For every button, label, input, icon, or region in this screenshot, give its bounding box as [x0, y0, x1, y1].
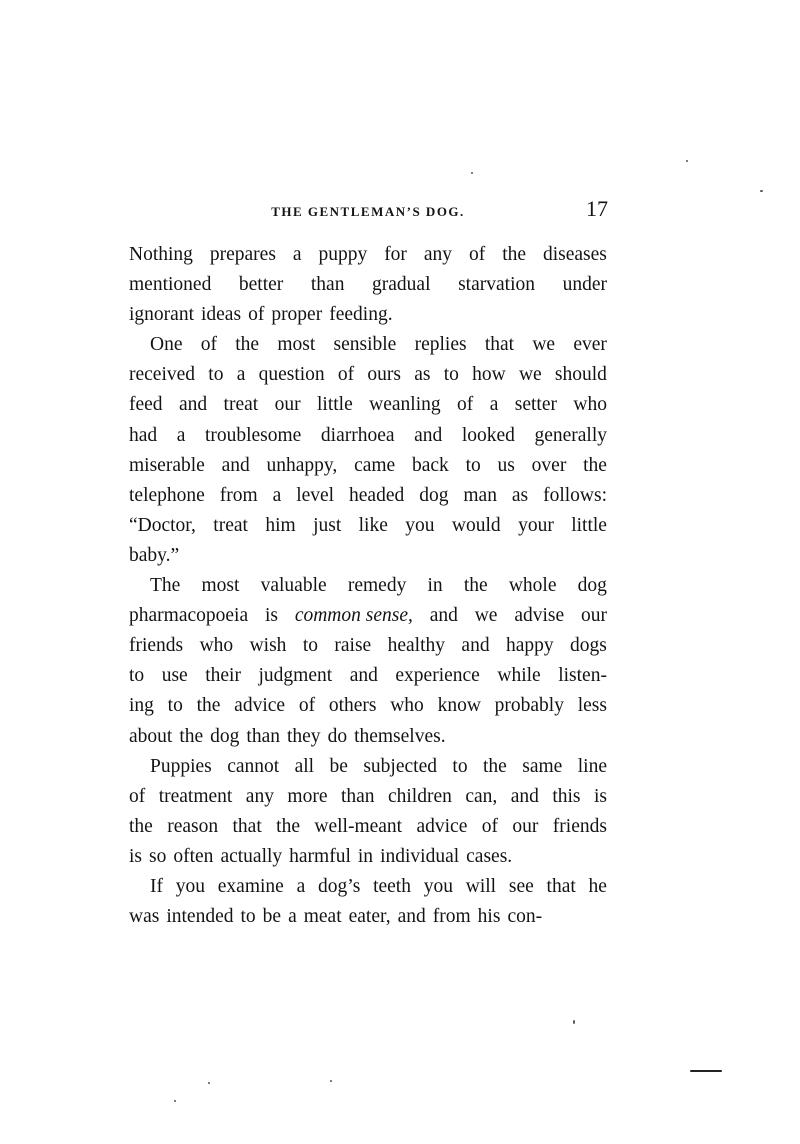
word: friends: [552, 815, 607, 837]
word: a: [236, 364, 246, 386]
text-line: [129, 481, 607, 511]
word: treat: [223, 394, 259, 416]
word: little: [316, 394, 353, 416]
word: the: [583, 454, 607, 476]
word: a: [296, 875, 306, 897]
word: of: [457, 394, 474, 416]
word: be: [329, 755, 348, 777]
word: weanling: [369, 394, 441, 416]
word: raise: [334, 635, 372, 657]
word: than: [310, 274, 345, 296]
word: he: [588, 875, 607, 897]
word: do: [327, 725, 348, 747]
word: should: [554, 364, 607, 386]
word: would: [451, 514, 501, 536]
text-line: [129, 240, 607, 270]
running-title: THE GENTLEMAN’S DOG.: [271, 204, 465, 219]
word: ideas: [200, 304, 242, 326]
word: listen-: [558, 665, 607, 687]
word: line: [577, 755, 607, 777]
word: a: [176, 424, 186, 446]
word: and: [349, 665, 378, 687]
text-line: [129, 902, 607, 932]
word: friends: [129, 635, 184, 657]
word: to: [240, 906, 256, 928]
text-line: [129, 842, 607, 872]
word: healthy: [387, 635, 446, 657]
word: is: [264, 605, 278, 627]
word: mentioned: [129, 274, 212, 296]
word: who: [199, 635, 234, 657]
word: feed: [129, 394, 163, 416]
word: back: [412, 454, 449, 476]
word: and: [461, 635, 490, 657]
scan-speck: [330, 1080, 332, 1082]
word: for: [384, 244, 407, 265]
word: came: [354, 454, 396, 476]
word: to: [443, 364, 459, 386]
text-line: [129, 300, 607, 330]
word: probably: [494, 695, 564, 717]
word: their: [205, 665, 241, 687]
word: cannot: [227, 755, 280, 777]
word: The: [150, 575, 181, 597]
word: One: [150, 334, 183, 356]
text-line: [129, 661, 607, 691]
word: as: [511, 484, 529, 506]
text-line: [129, 270, 607, 300]
text-line: [129, 541, 607, 571]
word: looked: [461, 424, 515, 446]
word: in: [357, 845, 374, 867]
paragraph: [129, 240, 607, 330]
word: see: [508, 875, 534, 897]
word: any: [245, 785, 274, 807]
word: how: [472, 364, 506, 386]
word: this: [552, 785, 581, 807]
scan-speck: [174, 1100, 176, 1102]
text-line: [129, 752, 607, 782]
word: remedy: [347, 575, 407, 597]
word: and: [414, 424, 443, 446]
word: who: [390, 695, 424, 717]
word: man: [463, 484, 497, 506]
word: diseases: [542, 244, 607, 265]
word: the: [235, 334, 260, 356]
word: valuable: [260, 575, 327, 597]
text-line: [129, 360, 607, 390]
text-line: [129, 571, 607, 601]
word: is: [593, 785, 607, 807]
word: and: [429, 605, 458, 627]
word: whole: [508, 575, 557, 597]
word: had: [129, 424, 158, 446]
word: telephone: [129, 484, 205, 506]
word: and: [178, 394, 208, 416]
paragraph: [129, 752, 607, 872]
word: your: [518, 514, 554, 536]
word: teeth: [373, 875, 411, 897]
word: to: [465, 454, 481, 476]
word: all: [294, 755, 315, 777]
word: him: [265, 514, 296, 536]
word: while: [497, 665, 541, 687]
word: the: [463, 575, 488, 597]
word: often: [173, 845, 214, 867]
word: a: [292, 244, 302, 265]
word: of: [481, 815, 499, 837]
paragraph: [129, 872, 607, 932]
word: others: [328, 695, 377, 717]
word: and: [510, 785, 539, 807]
word: troublesome: [204, 424, 302, 446]
word: advise: [514, 605, 565, 627]
word: ignorant: [129, 304, 194, 326]
word: treatment: [158, 785, 233, 807]
word: cases.: [466, 845, 513, 867]
text-line: [129, 511, 607, 541]
word: they: [286, 725, 321, 747]
word: follows:: [543, 484, 607, 506]
word: dog: [577, 575, 607, 597]
word: you: [423, 875, 453, 897]
word: feeding.: [329, 304, 393, 326]
word: over: [531, 454, 567, 476]
word: in: [427, 575, 443, 597]
word: eater,: [348, 906, 391, 928]
word: themselves.: [354, 725, 446, 747]
word: can,: [465, 785, 498, 807]
word: treat: [213, 514, 248, 536]
word: “Doctor,: [129, 514, 196, 536]
word: better: [238, 274, 284, 296]
text-line: [129, 330, 607, 360]
word: use: [161, 665, 188, 687]
word: dog’s: [318, 875, 361, 897]
word: so: [149, 845, 167, 867]
word: a: [288, 906, 297, 928]
text-line: [129, 451, 607, 481]
word: children: [387, 785, 452, 807]
word: starvation: [458, 274, 535, 296]
word: the: [129, 815, 153, 837]
word: under: [562, 274, 607, 296]
word: we: [518, 364, 542, 386]
word: that: [484, 334, 515, 356]
scan-speck: [760, 190, 763, 192]
word: common sense,: [294, 605, 413, 627]
word: harmful: [289, 845, 351, 867]
word: examine: [217, 875, 284, 897]
word: is: [129, 845, 143, 867]
word: judgment: [258, 665, 333, 687]
word: Puppies: [150, 755, 212, 777]
word: miserable: [129, 454, 205, 476]
scan-speck: [208, 1082, 210, 1084]
word: dogs: [570, 635, 607, 657]
word: than: [340, 785, 375, 807]
word: ours: [367, 364, 401, 386]
word: of: [298, 695, 316, 717]
word: who: [573, 394, 607, 416]
text-line: [129, 421, 607, 451]
word: from: [219, 484, 258, 506]
running-head: [128, 196, 608, 226]
word: us: [497, 454, 515, 476]
word: less: [577, 695, 607, 717]
word: prepares: [209, 244, 276, 265]
word: subjected: [363, 755, 437, 777]
word: dog: [210, 725, 240, 747]
word: than: [246, 725, 280, 747]
word: pharmacopoeia: [129, 605, 249, 627]
word: well-meant: [314, 815, 403, 837]
word: gradual: [372, 274, 431, 296]
text-line: [129, 631, 607, 661]
word: meat: [303, 906, 342, 928]
word: reason: [167, 815, 219, 837]
word: as: [414, 364, 431, 386]
word: a: [489, 394, 499, 416]
word: like: [358, 514, 388, 536]
word: sensible: [333, 334, 397, 356]
word: to: [452, 755, 468, 777]
word: ing: [129, 695, 154, 717]
word: our: [580, 605, 607, 627]
word: generally: [534, 424, 607, 446]
word: Nothing: [129, 244, 193, 265]
word: ever: [573, 334, 607, 356]
word: to: [208, 364, 224, 386]
word: received: [129, 364, 196, 386]
word: know: [437, 695, 481, 717]
body-text: [129, 240, 607, 932]
word: the: [502, 244, 527, 265]
word: same: [522, 755, 563, 777]
word: and: [397, 906, 426, 928]
word: we: [474, 605, 498, 627]
word: If: [150, 875, 163, 897]
word: to: [167, 695, 183, 717]
word: the: [483, 755, 507, 777]
word: a: [272, 484, 282, 506]
word: baby.”: [129, 544, 180, 566]
word: experience: [395, 665, 480, 687]
word: from: [432, 906, 471, 928]
word: proper: [271, 304, 323, 326]
word: happy: [505, 635, 554, 657]
word: individual: [380, 845, 460, 867]
text-line: [129, 872, 607, 902]
word: of: [337, 364, 355, 386]
word: be: [262, 906, 282, 928]
word: our: [512, 815, 539, 837]
word: that: [232, 815, 262, 837]
word: to: [129, 665, 145, 687]
word: to: [302, 635, 318, 657]
word: will: [465, 875, 497, 897]
word: our: [274, 394, 301, 416]
scan-speck: [471, 172, 473, 174]
text-line: [129, 722, 607, 752]
scan-speck: [573, 1020, 575, 1024]
word: that: [546, 875, 576, 897]
text-line: [129, 601, 607, 631]
word: most: [201, 575, 240, 597]
word: you: [405, 514, 435, 536]
word: his: [477, 906, 501, 928]
word: replies: [414, 334, 467, 356]
word: intended: [166, 906, 234, 928]
text-line: [129, 691, 607, 721]
word: little: [571, 514, 607, 536]
word: dog: [419, 484, 449, 506]
text-line: [129, 812, 607, 842]
word: was: [129, 906, 160, 928]
word: diarrhoea: [320, 424, 395, 446]
word: most: [277, 334, 316, 356]
paragraph: [129, 330, 607, 571]
word: we: [532, 334, 556, 356]
word: of: [248, 304, 265, 326]
word: of: [469, 244, 486, 265]
scan-speck: [686, 160, 688, 162]
word: and: [221, 454, 250, 476]
word: setter: [514, 394, 557, 416]
word: headed: [349, 484, 405, 506]
word: any: [423, 244, 453, 265]
text-line: [129, 782, 607, 812]
word: actually: [220, 845, 283, 867]
page-number: 17: [586, 196, 608, 221]
word: level: [296, 484, 335, 506]
paragraph: [129, 571, 607, 752]
word: question: [258, 364, 325, 386]
word: you: [175, 875, 206, 897]
scan-mark: [690, 1070, 722, 1072]
word: of: [129, 785, 146, 807]
word: unhappy,: [266, 454, 338, 476]
word: puppy: [318, 244, 368, 265]
word: more: [287, 785, 328, 807]
text-line: [129, 390, 607, 420]
word: just: [313, 514, 342, 536]
word: advice: [416, 815, 468, 837]
word: of: [200, 334, 217, 356]
word: the: [276, 815, 300, 837]
word: about: [129, 725, 173, 747]
word: the: [196, 695, 221, 717]
word: wish: [249, 635, 287, 657]
word: con-: [507, 906, 543, 928]
word: advice: [234, 695, 286, 717]
word: the: [179, 725, 204, 747]
